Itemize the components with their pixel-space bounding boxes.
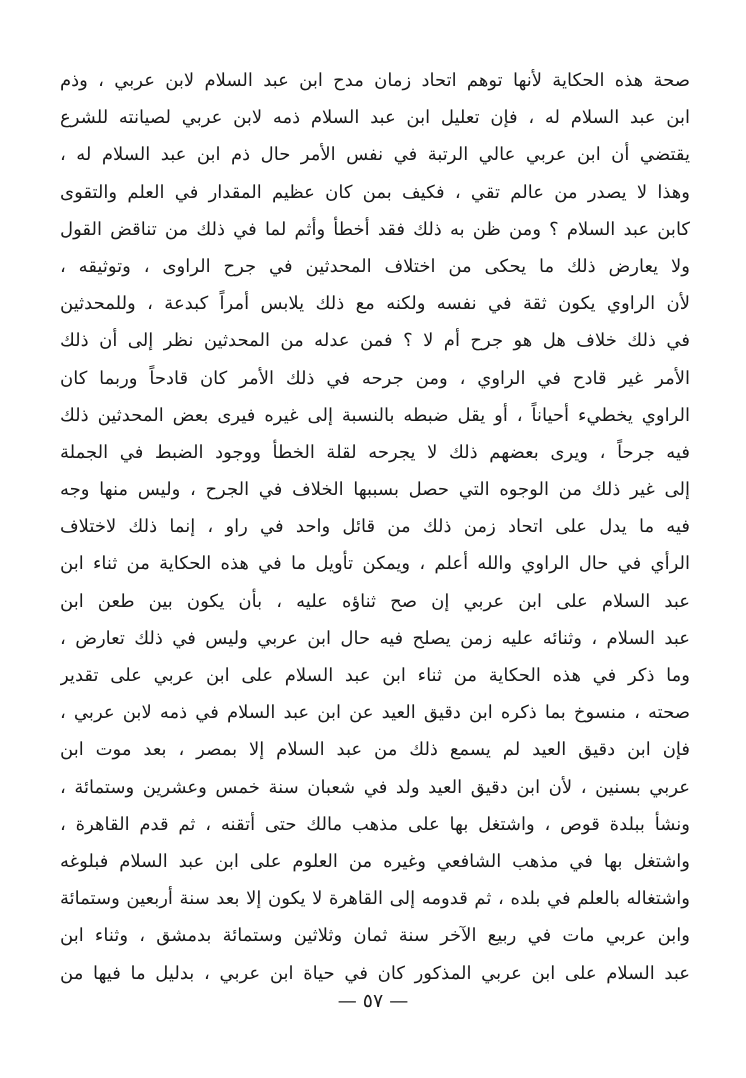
text-line: فيه جرحاً ، ويرى بعضهم ذلك لا يجرحه لقلة الخطأ ووجود الضبط في الجملة [60,441,690,463]
text-line: كابن عبد السلام ؟ ومن ظن به ذلك فقد أخطأ وأثم لما في ذلك من تناقض القول [60,218,690,240]
text-line: الراوي يخطيء أحياناً ، أو يقل ضبطه بالنسبة إلى غيره فيرى بعض المحدثين ذلك [60,404,690,426]
text-line: في ذلك خلاف هل هو جرح أم لا ؟ فمن عدله من المحدثين نظر إلى أن ذلك [60,330,690,352]
text-line: صحة هذه الحكاية لأنها توهم اتحاد زمان مدح ابن عبد السلام لابن عربي ، وذم [60,70,690,91]
text-line: عربي بسنين ، لأن ابن دقيق العيد ولد في شعبان سنة خمس وعشرين وستمائة ، [60,776,690,798]
text-line: فيه ما يدل على اتحاد زمن ذلك من قائل واحد في راو ، إنما ذلك لاختلاف [60,516,690,538]
text-line: لأن الراوي يكون ثقة في نفسه ولكنه مع ذلك يلابس أمراً كبدعة ، وللمحدثين [60,293,690,315]
text-line: ونشأ ببلدة قوص ، واشتغل بها على مذهب مالك حتى أتقنه ، ثم قدم القاهرة ، [60,813,690,835]
text-line: ابن عبد السلام له ، فإن تعليل ابن عبد السلام ذمه لابن عربي لصيانته للشرع [60,107,690,129]
body-text [60,62,690,992]
text-line: الأمر غير قادح في الراوي ، ومن جرحه في ذلك الأمر كان قادحاً وربما كان [60,367,690,389]
text-line: واشتغل بها في مذهب الشافعي وغيره من العلوم على ابن عبد السلام فبلوغه [60,850,690,872]
text-line: عبد السلام على ابن عربي إن صح ثناؤه عليه ، بأن يكون بين طعن ابن [60,590,690,612]
text-line: ولا يعارض ذلك ما يحكى من اختلاف المحدثين في جرح الراوى ، وتوثيقه ، [60,255,690,277]
text-line: إلى غير ذلك من الوجوه التي حصل بسببها الخلاف في الجرح ، وليس منها وجه [60,479,690,501]
text-line: عبد السلام على ابن عربي المذكور كان في حياة ابن عربي ، بدليل ما فيها من [60,962,690,984]
text-line: عبد السلام ، وثنائه عليه زمن يصلح فيه حال ابن عربي وليس في ذلك تعارض ، [60,627,690,649]
text-line: وهذا لا يصدر من عالم تقي ، فكيف بمن كان عظيم المقدار في العلم والتقوى [60,181,690,203]
page-number: — ٥٧ — [337,990,409,1012]
text-line: يقتضي أن ابن عربي عالي الرتبة في نفس الأمر حال ذم ابن عبد السلام له ، [60,144,690,166]
text-line: وابن عربي مات في ربيع الآخر سنة ثمان وثلاثين وستمائة بدمشق ، وثناء ابن [60,925,690,947]
text-line: فإن ابن دقيق العيد لم يسمع ذلك من عبد السلام إلا بمصر ، بعد موت ابن [60,739,690,761]
text-line: واشتغاله بالعلم في بلده ، ثم قدومه إلى القاهرة لا يكون إلا بعد سنة أربعين وستمائة [60,888,690,910]
text-line: الرأي في حال الراوي والله أعلم ، ويمكن تأويل ما في هذه الحكاية من ثناء ابن [60,553,690,575]
text-line: صحته ، منسوخ بما ذكره ابن دقيق العيد عن ابن عبد السلام في ذمه لابن عربي ، [60,702,690,724]
text-line: وما ذكر في هذه الحكاية من ثناء ابن عبد السلام على ابن عربي على تقدير [60,665,690,686]
